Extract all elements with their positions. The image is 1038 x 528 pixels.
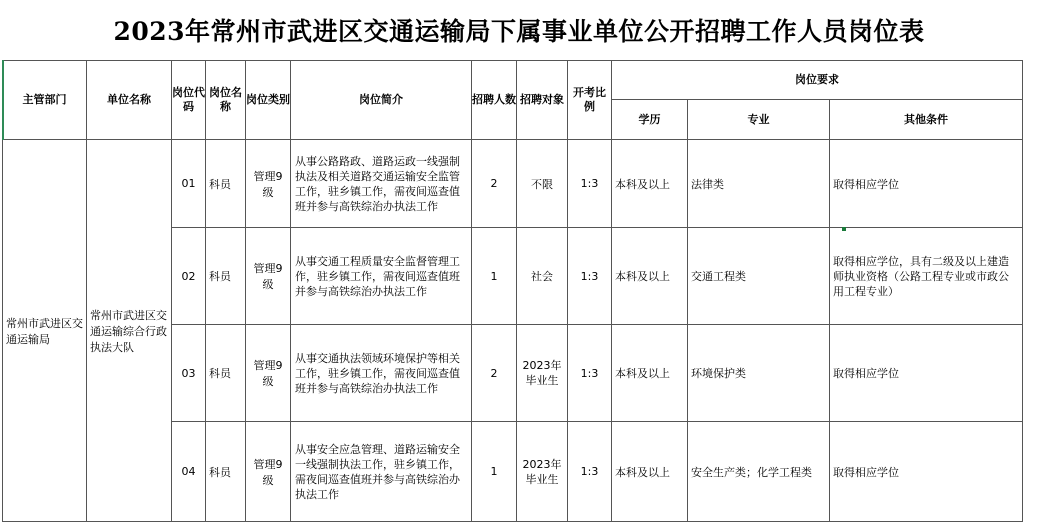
table-row	[3, 140, 1023, 228]
major-cell[interactable]: 交通工程类	[688, 228, 830, 325]
header-code[interactable]: 岗位代码	[172, 61, 206, 140]
count-cell[interactable]: 1	[472, 422, 517, 522]
header-ratio[interactable]: 开考比例	[568, 61, 612, 140]
education-cell[interactable]: 本科及以上	[612, 325, 688, 422]
header-intro[interactable]: 岗位简介	[291, 61, 472, 140]
header-row-1	[3, 61, 1023, 100]
ratio-cell[interactable]: 1:3	[568, 140, 612, 228]
education-cell[interactable]: 本科及以上	[612, 140, 688, 228]
unit-cell[interactable]: 常州市武进区交通运输综合行政执法大队	[87, 140, 172, 522]
post-name-cell[interactable]: 科员	[206, 325, 246, 422]
header-major[interactable]: 专业	[688, 100, 830, 140]
post-type-cell[interactable]: 管理9级	[246, 140, 291, 228]
post-type-cell[interactable]: 管理9级	[246, 228, 291, 325]
other-cell[interactable]: 取得相应学位	[830, 325, 1023, 422]
major-cell[interactable]: 环境保护类	[688, 325, 830, 422]
code-cell[interactable]: 03	[172, 325, 206, 422]
code-cell[interactable]: 04	[172, 422, 206, 522]
header-unit[interactable]: 单位名称	[87, 61, 172, 140]
other-cell[interactable]: 取得相应学位	[830, 422, 1023, 522]
post-type-cell[interactable]: 管理9级	[246, 422, 291, 522]
other-cell[interactable]: 取得相应学位，具有二级及以上建造师执业资格（公路工程专业或市政公用工程专业）	[830, 228, 1023, 325]
target-cell[interactable]: 2023年毕业生	[517, 422, 568, 522]
major-cell[interactable]: 法律类	[688, 140, 830, 228]
education-cell[interactable]: 本科及以上	[612, 228, 688, 325]
header-education[interactable]: 学历	[612, 100, 688, 140]
post-name-cell[interactable]: 科员	[206, 140, 246, 228]
header-target[interactable]: 招聘对象	[517, 61, 568, 140]
count-cell[interactable]: 1	[472, 228, 517, 325]
intro-cell[interactable]: 从事交通工程质量安全监督管理工作，驻乡镇工作，需夜间巡查值班并参与高铁综治办执法工作	[291, 228, 472, 325]
count-cell[interactable]: 2	[472, 140, 517, 228]
dept-cell[interactable]: 常州市武进区交通运输局	[3, 140, 87, 522]
major-cell[interactable]: 安全生产类；化学工程类	[688, 422, 830, 522]
post-type-cell[interactable]: 管理9级	[246, 325, 291, 422]
target-cell[interactable]: 社会	[517, 228, 568, 325]
header-requirements[interactable]: 岗位要求	[612, 61, 1023, 100]
page-title: 2023年常州市武进区交通运输局下属事业单位公开招聘工作人员岗位表	[113, 17, 925, 46]
target-cell[interactable]: 2023年毕业生	[517, 325, 568, 422]
post-name-cell[interactable]: 科员	[206, 422, 246, 522]
other-cell[interactable]: 取得相应学位	[830, 140, 1023, 228]
header-count[interactable]: 招聘人数	[472, 61, 517, 140]
ratio-cell[interactable]: 1:3	[568, 422, 612, 522]
positions-table	[2, 60, 1023, 522]
ratio-cell[interactable]: 1:3	[568, 228, 612, 325]
header-post-name[interactable]: 岗位名称	[206, 61, 246, 140]
ratio-cell[interactable]: 1:3	[568, 325, 612, 422]
title-row	[0, 0, 1038, 60]
code-cell[interactable]: 02	[172, 228, 206, 325]
post-name-cell[interactable]: 科员	[206, 228, 246, 325]
target-cell[interactable]: 不限	[517, 140, 568, 228]
intro-cell[interactable]: 从事公路路政、道路运政一线强制执法及相关道路交通运输安全监管工作，驻乡镇工作，需夜间巡查值班并参与高铁综治办执法工作	[291, 140, 472, 228]
header-other[interactable]: 其他条件	[830, 100, 1023, 140]
intro-cell[interactable]: 从事交通执法领域环境保护等相关工作，驻乡镇工作，需夜间巡查值班并参与高铁综治办执法工作	[291, 325, 472, 422]
header-post-type[interactable]: 岗位类别	[246, 61, 291, 140]
header-dept[interactable]: 主管部门	[3, 61, 87, 140]
count-cell[interactable]: 2	[472, 325, 517, 422]
code-cell[interactable]: 01	[172, 140, 206, 228]
education-cell[interactable]: 本科及以上	[612, 422, 688, 522]
intro-cell[interactable]: 从事安全应急管理、道路运输安全一线强制执法工作，驻乡镇工作，需夜间巡查值班并参与高铁综治办执法工作	[291, 422, 472, 522]
fill-handle[interactable]	[842, 227, 846, 231]
selection-edge-marker	[2, 60, 4, 140]
